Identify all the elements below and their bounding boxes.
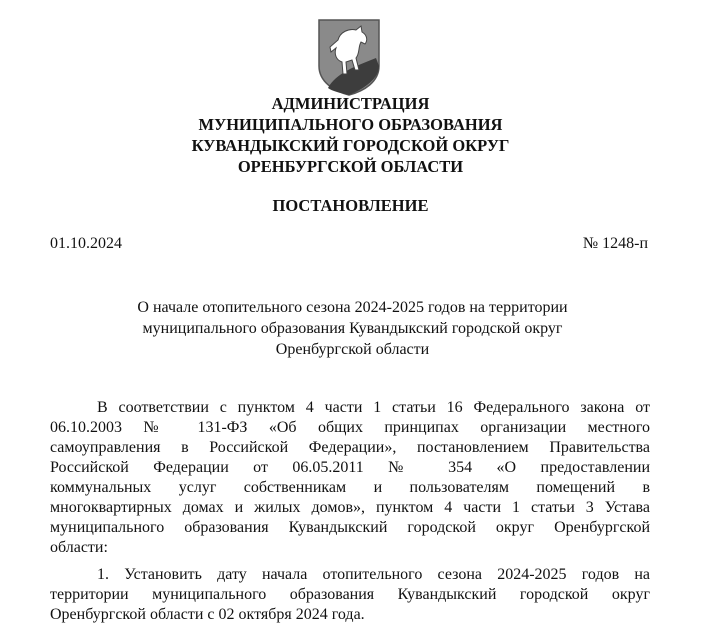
header-line-municipality: МУНИЦИПАЛЬНОГО ОБРАЗОВАНИЯ — [198, 115, 503, 134]
body-line: 1. Установить дату начала отопительного сезона 2024-2025 годов на — [97, 566, 650, 583]
document-date: 01.10.2024 — [50, 235, 122, 252]
subject-line: Оренбургской области — [275, 341, 430, 358]
body-line: 06.10.2003 № 131-ФЗ «Об общих принципах организации местного — [50, 419, 650, 436]
body-line: многоквартирных домах и жилых домов», пунктом 4 части 1 статьи 3 Устава — [50, 499, 650, 516]
subject-line: О начале отопительного сезона 2024-2025 годов на территории — [137, 299, 568, 316]
body-line: коммунальных услуг собственникам и пользователям помещений в — [50, 479, 650, 496]
document-type: ПОСТАНОВЛЕНИЕ — [272, 196, 429, 215]
subject-line: муниципального образования Кувандыкский городской округ — [142, 320, 563, 337]
document-subject — [80, 297, 625, 360]
body-paragraph-clause-1 — [50, 565, 650, 625]
body-line: Оренбургской области с 02 октября 2024 года. — [50, 606, 365, 623]
body-paragraph-preamble — [50, 398, 650, 558]
header-line-region: ОРЕНБУРГСКОЙ ОБЛАСТИ — [237, 157, 464, 176]
body-line: области: — [50, 539, 108, 556]
body-line: самоуправления в Российской Федерации», постановлением Правительства — [50, 439, 650, 456]
body-line: В соответствии с пунктом 4 части 1 статьи 16 Федерального закона от — [97, 399, 650, 416]
body-line: территории муниципального образования Кувандыкский городской округ — [50, 586, 650, 603]
header-line-administration: АДМИНИСТРАЦИЯ — [271, 94, 430, 113]
body-line: муниципального образования Кувандыкский городской округ Оренбургской — [50, 519, 650, 536]
coat-of-arms-emblem — [316, 18, 382, 96]
header-line-district: КУВАНДЫКСКИЙ ГОРОДСКОЙ ОКРУГ — [191, 136, 510, 155]
document-number: № 1248-п — [582, 235, 648, 252]
issuer-header — [0, 93, 701, 177]
body-line: Российской Федерации от 06.05.2011 № 354 «О предоставлении — [50, 459, 650, 476]
coat-of-arms-horse-icon — [316, 18, 382, 96]
